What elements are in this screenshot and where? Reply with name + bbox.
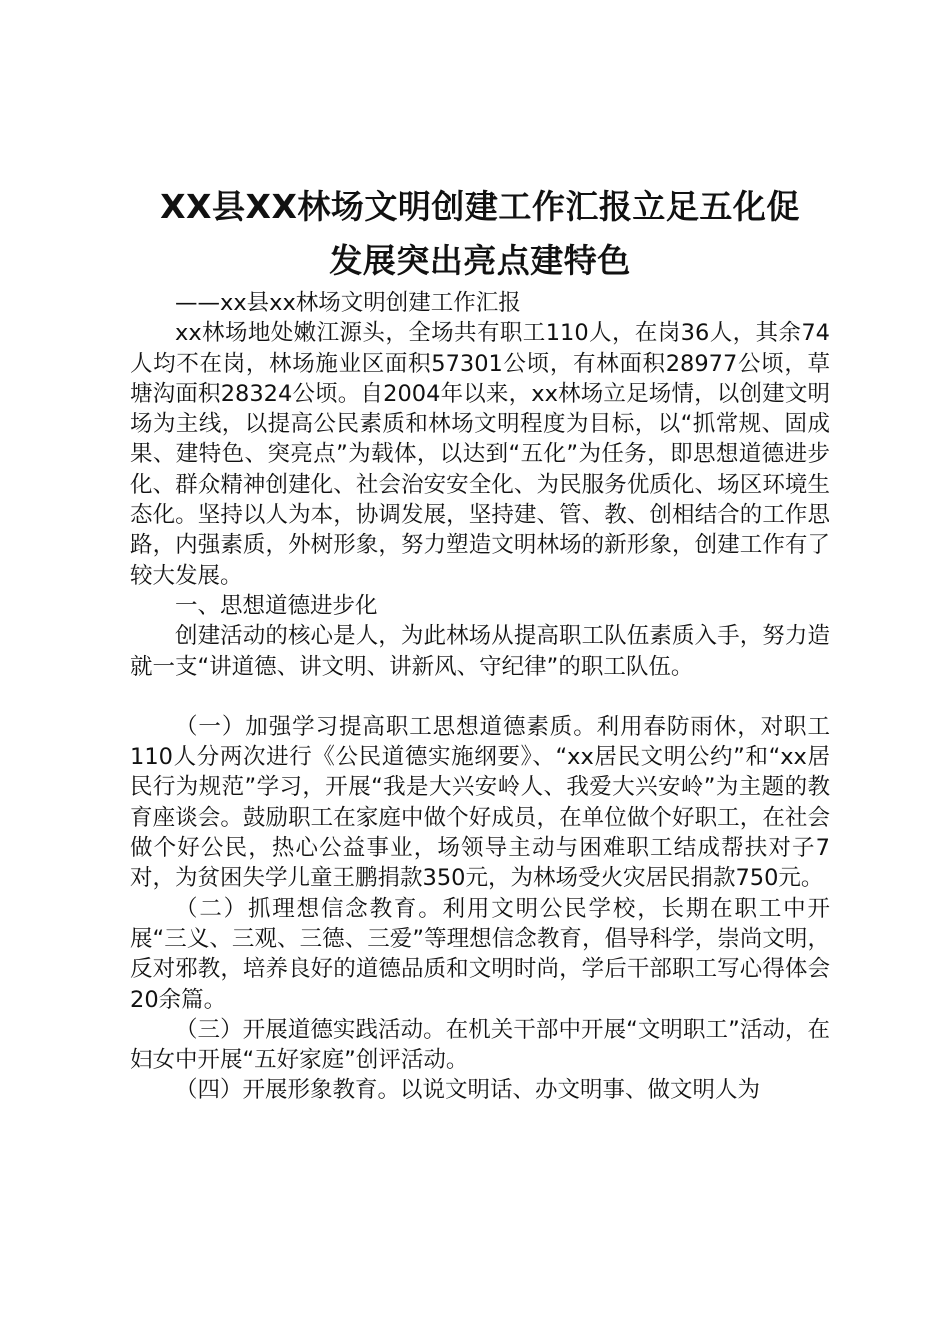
document-title [130,180,830,288]
section-1-item-1: （一）加强学习提高职工思想道德素质。利用春防雨休，对职工110人分两次进行《公民道德实施纲要》、“xx居民文明公约”和“xx居民行为规范”学习，开展“我是大兴安岭人、我爱大兴安岭”为主题的教育座谈会。鼓励职工在家庭中做个好成员，在单位做个好职工，在社会做个好公民，热心公益事业，场领导主动与困难职工结成帮扶对子7对，为贫困失学儿童王鹏捐款350元，为林场受火灾居民捐款750元。 [130,713,830,892]
title-line-1: XX县XX林场文明创建工作汇报立足五化促 [160,187,800,226]
title-line-2: 发展突出亮点建特色 [329,241,631,280]
section-heading-1: 一、思想道德进步化 [175,592,378,619]
document-subtitle: ——xx县xx林场文明创建工作汇报 [175,290,521,316]
document-page [130,180,830,1106]
section-1-item-2: （二）抓理想信念教育。利用文明公民学校，长期在职工中开展“三义、三观、三德、三爱”等理想信念教育，倡导科学，崇尚文明，反对邪教，培养良好的道德品质和文明时尚，学后干部职工写心得体会20余篇。 [130,895,830,1013]
section-1-intro-paragraph: 创建活动的核心是人，为此林场从提高职工队伍素质入手，努力造就一支“讲道德、讲文明、讲新风、守纪律”的职工队伍。 [130,623,830,680]
section-1-item-3: （三）开展道德实践活动。在机关干部中开展“文明职工”活动，在妇女中开展“五好家庭”创评活动。 [130,1016,830,1074]
paragraph-spacer [130,682,830,712]
intro-paragraph: xx林场地处嫩江源头，全场共有职工110人，在岗36人，其余74人均不在岗，林场施业区面积57301公顷，有林面积28977公顷，草塘沟面积28324公顷。自2004年以来，xx林场立足场情，以创建文明场为主线，以提高公民素质和林场文明程度为目标，以“抓常规、固成果、建特色、突亮点”为载体，以达到“五化”为任务，即思想道德进步化、群众精神创建化、社会治安安全化、为民服务优质化、场区环境生态化。坚持以人为本，协调发展，坚持建、管、教、创相结合的工作思路，内强素质，外树形象，努力塑造文明林场的新形象，创建工作有了较大发展。 [130,320,830,589]
section-1-item-4: （四）开展形象教育。以说文明话、办文明事、做文明人为 [175,1077,761,1104]
